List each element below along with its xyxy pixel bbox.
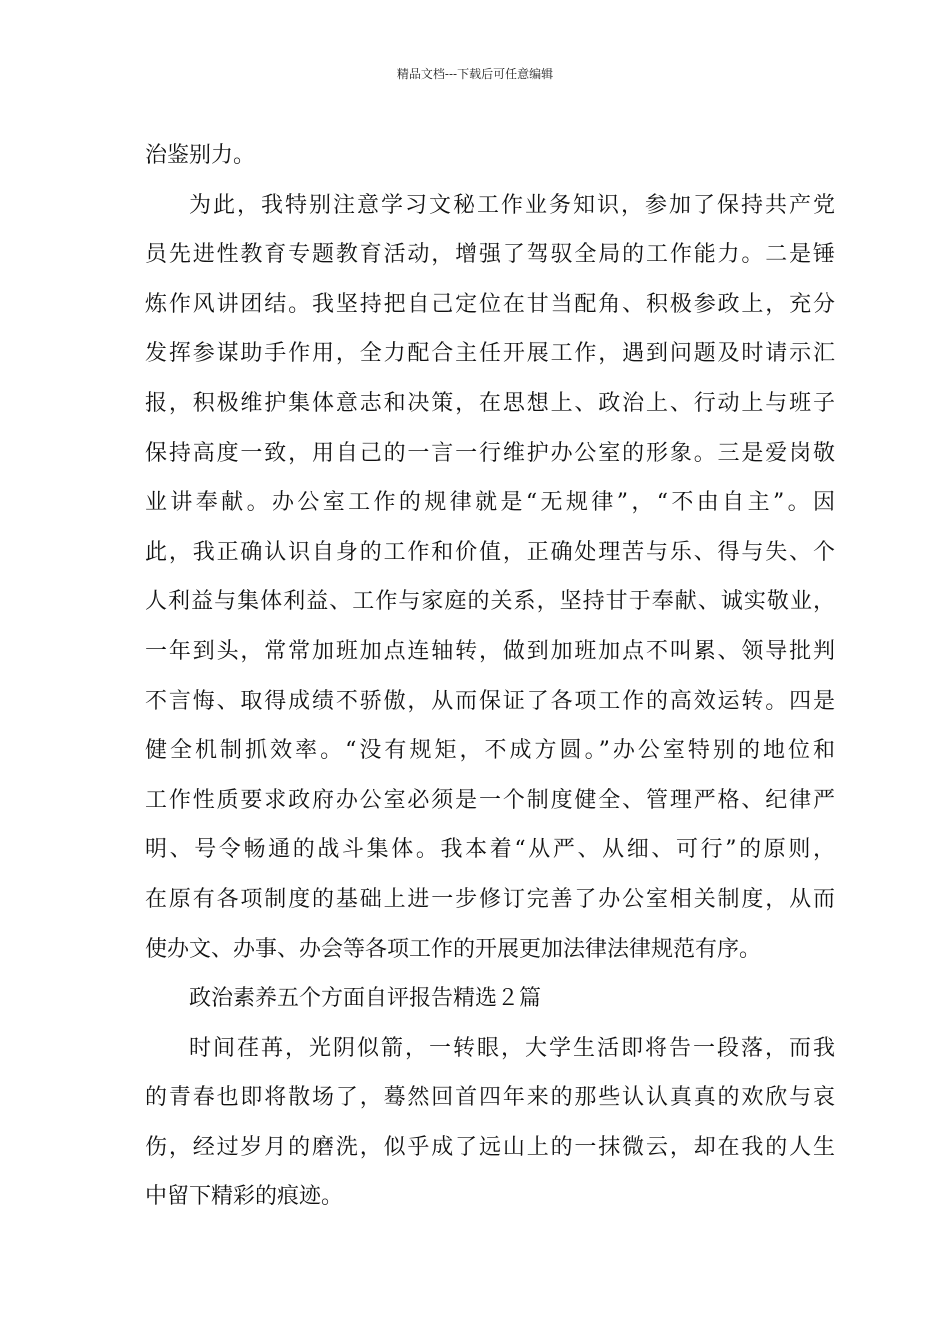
text-line: 为此，我特别注意学习文秘工作业务知识，参加了保持共产党 [189,192,835,218]
text-line: 治鉴别力。 [145,143,256,168]
text-line: 炼作风讲团结。我坚持把自己定位在甘当配角、积极参政上，充分 [145,291,835,317]
text-line: 人利益与集体利益、工作与家庭的关系，坚持甘于奉献、诚实敬业， [145,589,835,615]
text-line: 员先进性教育专题教育活动，增强了驾驭全局的工作能力。二是锤 [145,242,835,268]
text-line: 伤，经过岁月的磨洗，似乎成了远山上的一抹微云，却在我的人生 [145,1134,835,1160]
text-line: 的青春也即将散场了，蓦然回首四年来的那些认认真真的欢欣与哀 [145,1085,835,1111]
page-header: 精品文档---下载后可任意编辑 [396,67,554,81]
text-line: 此，我正确认识自身的工作和价值，正确处理苦与乐、得与失、个 [145,539,835,565]
text-line: 使办文、办事、办会等各项工作的开展更加法律法律规范有序。 [145,936,762,962]
text-line: 业讲奉献。办公室工作的规律就是“无规律”，“不由自主”。因 [145,490,835,516]
text-line: 保持高度一致，用自己的一言一行维护办公室的形象。三是爱岗敬 [145,440,835,466]
text-line: 时间荏苒，光阴似箭，一转眼，大学生活即将告一段落，而我 [189,1035,835,1061]
text-line: 一年到头，常常加班加点连轴转，做到加班加点不叫累、领导批判 [145,638,835,664]
text-line: 健全机制抓效率。“没有规矩，不成方圆。”办公室特别的地位和 [145,738,835,764]
text-line: 中留下精彩的痕迹。 [145,1184,344,1210]
text-line: 报，积极维护集体意志和决策，在思想上、政治上、行动上与班子 [145,390,835,416]
text-line: 不言悔、取得成绩不骄傲，从而保证了各项工作的高效运转。四是 [145,688,835,714]
text-line: 在原有各项制度的基础上进一步修订完善了办公室相关制度，从而 [145,886,835,912]
text-line: 工作性质要求政府办公室必须是一个制度健全、管理严格、纪律严 [145,787,835,813]
section-heading: 政治素养五个方面自评报告精选２篇 [189,986,542,1012]
document-body [145,131,835,1222]
text-line: 发挥参谋助手作用，全力配合主任开展工作，遇到问题及时请示汇 [145,341,835,367]
text-line: 明、号令畅通的战斗集体。我本着“从严、从细、可行”的原则， [145,837,835,863]
